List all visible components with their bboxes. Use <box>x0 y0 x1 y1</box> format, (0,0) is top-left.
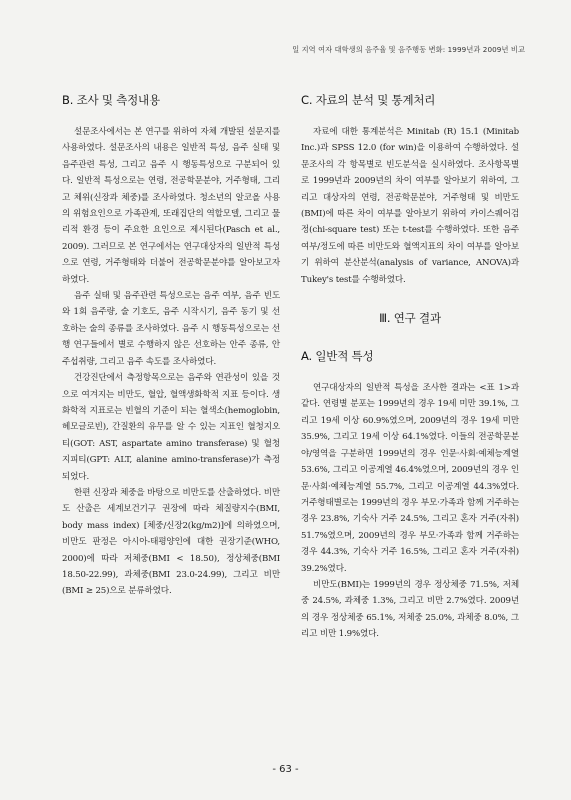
body-paragraph: 설문조사에서는 본 연구를 위하여 자체 개발된 설문지를 사용하였다. 설문조사의 내용은 일반적 특성, 음주 실태 및 음주관련 특성, 그리고 음주 시 행동특성으로 구분되어 있다. 일반적 특성으로는 연령, 전공학문분야, 거주형태, 그리고 체위(신장과 체중)를 조사하였다. 청소년의 알코올 사용의 위험요인으로 가족관계, 또래집단의 역할모델, 그리고 물리적 환경 등이 주요한 요인으로 제시된다(Pasch et al., 2009). 그러므로 본 연구에서는 연구대상자의 일반적 특성으로 연령, 거주형태와 더불어 전공학문분야를 알아보고자 하였다. <box>62 127 280 285</box>
right-column <box>301 92 519 643</box>
body-paragraph: 건강진단에서 측정항목으로는 음주와 연관성이 있을 것으로 여겨지는 비만도, 혈압, 혈액생화학적 지표 등이다. 생화학적 지표로는 빈혈의 기준이 되는 혈색소(hemoglobin, 헤모글로빈), 간질환의 유무를 알 수 있는 지표인 혈청지오티(GOT: AST, aspartate amino transferase) 및 혈청 지피티(GPT: ALT, alanine amino-transferase)가 측정되었다. <box>62 373 280 482</box>
page-number: - 63 - <box>272 764 299 775</box>
chapter-heading-results: Ⅲ. 연구 결과 <box>379 311 441 326</box>
section-heading-b: B. 조사 및 측정내용 <box>62 93 160 107</box>
left-column <box>62 92 280 600</box>
running-head: 일 지역 여자 대학생의 음주율 및 음주행동 변화: 1999년과 2009년 비교 <box>292 45 525 54</box>
body-paragraph: 자료에 대한 통계분석은 Minitab (R) 15.1 (Minitab Inc.)과 SPSS 12.0 (for win)을 이용하여 수행하였다. 설문조사의 각 항목별로 빈도분석을 실시하였다. 조사항목별로 1999년과 2009년의 차이 여부를 알아보기 위하여, 그리고 대상자의 연령, 전공학문분야, 거주형태 및 비만도(BMI)에 따른 차이 여부를 알아보기 위하여 카이스퀘어검정(chi-square test) 또는 t-test를 수행하였다. 또한 음주 여부/정도에 따른 비만도와 혈액지표의 차이 여부를 알아보기 위하여 분산분석(analysis of variance, ANOVA)과 Tukey's test를 수행하였다. <box>301 127 519 285</box>
body-paragraph: 한편 신장과 체중을 바탕으로 비만도를 산출하였다. 비만도 산출은 세계보건기구 권장에 따라 체질량지수(BMI, body mass index) [체중/신장2(kg/m2)]에 의하였으며, 비만도 판정은 아시아-태평양인에 대한 권장기준(WHO, 2000)에 따라 저체중(BMI < 18.50), 정상체중(BMI 18.50-22.99), 과체중(BMI 23.0-24.99), 그리고 비만(BMI ≥ 25)으로 분류하였다. <box>62 487 280 597</box>
body-paragraph: 연구대상자의 일반적 특성을 조사한 결과는 <표 1>과 같다. 연령별 분포는 1999년의 경우 19세 미만 39.1%, 그리고 19세 이상 60.9%였으며, 2009년의 경우 19세 미만 35.9%, 그리고 19세 이상 64.1%였다. 이들의 전공학문분야/영역을 구분하면 1999년의 경우 인문·사회·예체능계열 53.6%, 그리고 이공계열 46.4%였으며, 2009년의 경우 인문·사회·예체능계열 55.7%, 그리고 이공계열 44.3%였다. 거주형태별로는 1999년의 경우 부모·가족과 함께 거주하는 경우 23.8%, 기숙사 거주 24.5%, 그리고 혼자 거주(자취) 51.7%였으며, 2009년의 경우 부모·가족과 함께 거주하는 경우 44.3%, 기숙사 거주 16.5%, 그리고 혼자 거주(자취) 39.2%였다. <box>301 383 519 574</box>
body-paragraph: 음주 실태 및 음주관련 특성으로는 음주 여부, 음주 빈도와 1회 음주량, 술 기호도, 음주 시작시기, 음주 동기 및 선호하는 술의 종류를 조사하였다. 음주 시 행동특성으로는 선행 연구들에서 별로 수행하지 않은 선호하는 안주 종류, 안주섭취량, 그리고 음주 속도를 조사하였다. <box>62 291 280 367</box>
section-heading-c: C. 자료의 분석 및 통계처리 <box>301 93 436 107</box>
section-heading-a: A. 일반적 특성 <box>301 349 374 364</box>
body-paragraph: 비만도(BMI)는 1999년의 경우 정상체중 71.5%, 저체중 24.5%, 과체중 1.3%, 그리고 비만 2.7%였다. 2009년의 경우 정상체중 65.1%, 저체중 25.0%, 과체중 8.0%, 그리고 비만 1.9%였다. <box>301 579 519 640</box>
